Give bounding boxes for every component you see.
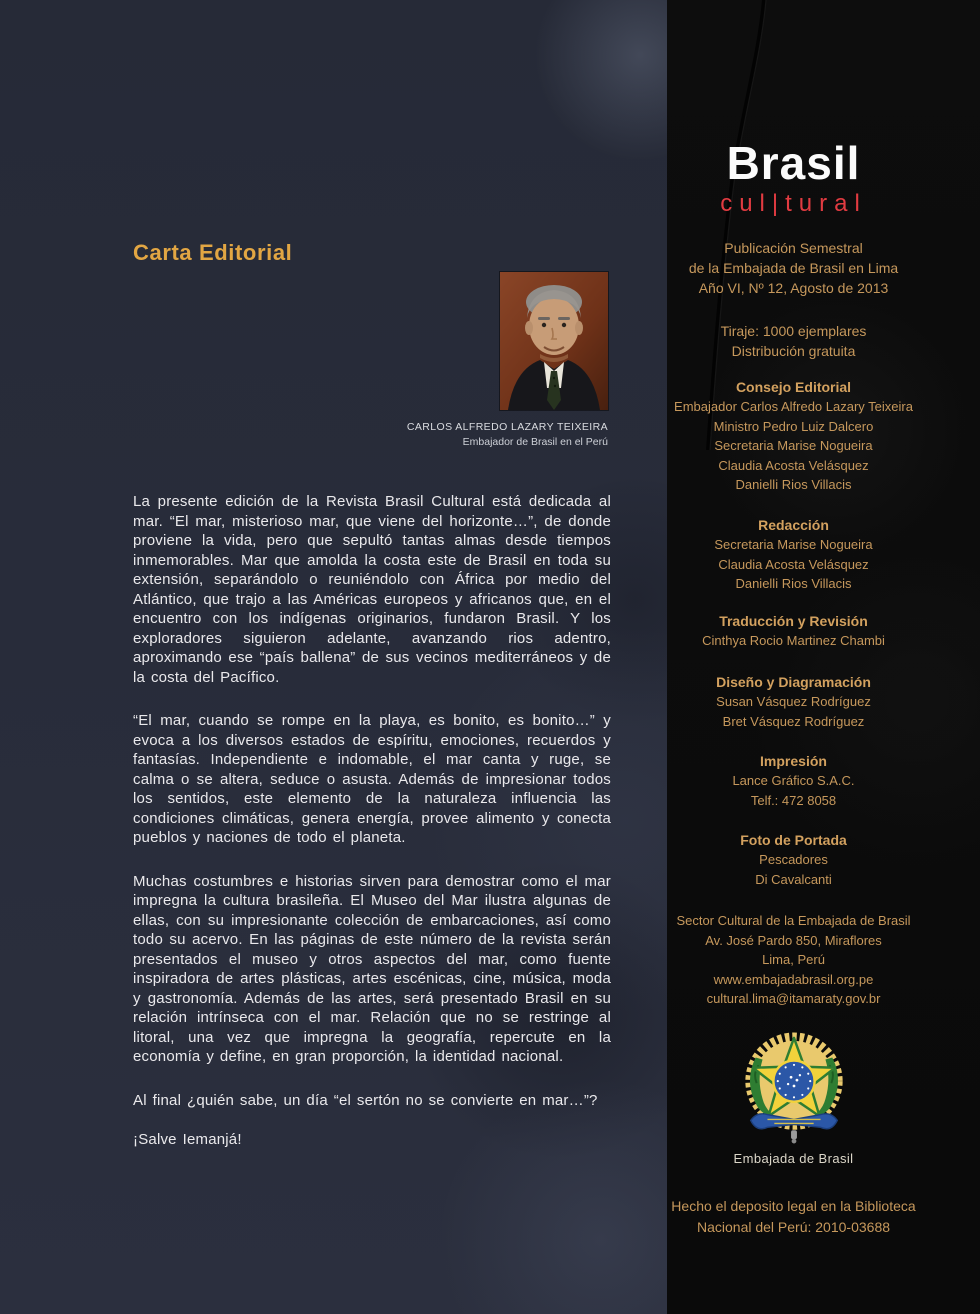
ambassador-name: CARLOS ALFREDO LAZARY TEIXEIRA [406,421,608,433]
legal-line: Hecho el deposito legal en la Biblioteca [671,1198,916,1214]
publication-line: Publicación Semestral [724,240,863,256]
contact-line: Av. José Pardo 850, Miraflores [705,932,882,948]
publication-line: de la Embajada de Brasil en Lima [688,260,899,276]
masthead-panel [667,0,980,1314]
credit-line: Cinthya Rocio Martinez Chambi [702,633,885,648]
publication-line: Año VI, Nº 12, Agosto de 2013 [698,280,889,296]
contact-line: Sector Cultural de la Embajada de Brasil [676,913,911,928]
embassy-label: Embajada de Brasil [733,1151,854,1166]
credit-line: Embajador Carlos Alfredo Lazary Teixeira [674,399,913,414]
section-impresion [667,751,920,810]
publication-info [667,238,920,298]
tiraje-info [667,321,920,361]
contact-block [667,911,920,1009]
paragraph-2: “El mar, cuando se rompe en la playa, es bonito, es bonito…” y evoca a los diversos estados de espíritu, emociones, recuerdos y fantasías. Independiente e indomable, el mar canta y ruge, se calma o se altera, seduce o asusta. Además de impresionar todos los sentidos, este elemento de la naturaleza influencia las condiciones climáticas, genera energía, provee alimento y conecta pueblos y naciones de todo el planeta. [133,712,611,846]
logo-cultural: cul|tural [720,190,867,217]
section-heading: Diseño y Diagramación [716,674,871,690]
credit-line: Danielli Rios Villacis [735,477,852,492]
contact-line: Lima, Perú [762,952,825,967]
credit-line: Claudia Acosta Velásquez [718,457,869,473]
section-foto-de-portada [667,830,920,889]
credit-line: Danielli Rios Villacis [735,576,852,591]
contact-website: www.embajadabrasil.org.pe [713,971,874,987]
paragraph-4: Al final ¿quién sabe, un día “el sertón no se convierte en mar…”? [133,1091,598,1109]
paragraph-5: ¡Salve Iemanjá! [133,1131,242,1148]
section-heading: Foto de Portada [740,832,847,848]
credit-line: Ministro Pedro Luiz Dalcero [713,418,874,434]
credit-line: Lance Gráfico S.A.C. [732,773,855,788]
legal-deposit [667,1196,920,1238]
credit-line: Bret Vásquez Rodríguez [722,713,865,729]
tiraje-line: Tiraje: 1000 ejemplares [720,323,867,339]
credit-line: Claudia Acosta Velásquez [718,556,869,572]
credit-line: Secretaria Marise Nogueira [714,438,873,453]
credit-line: Pescadores [759,852,828,867]
paragraph-1: La presente edición de la Revista Brasil Cultural está dedicada al mar. “El mar, misterioso mar, que viene del horizonte…”, de donde proviene la vida, pero que sepultó tantas almas desde tiempos inmemorables. Mar que amolda la costa este de Brasil en toda su extensión, separándolo o reuniéndolo con África por medio del Atlántico, que trajo a las Américas europeos y africanos que, en el encuentro con los indígenas originarios, fundaron Brasil. Y los exploradores siguieron adelante, avanzando rios adentro, aproximando ese “país ballena” de sus vecinos mediterráneos y de la costa del Pacífico. [133,493,611,686]
section-redaccion [667,515,920,594]
section-diseno [667,672,920,731]
credit-line: Telf.: 472 8058 [750,792,837,808]
section-heading: Redacción [758,517,829,533]
portrait-illustration [500,272,608,410]
contact-email: cultural.lima@itamaraty.gov.br [706,991,881,1006]
section-traduccion [667,611,920,651]
ambassador-role: Embajador de Brasil en el Perú [462,436,608,448]
section-heading: Impresión [760,753,827,769]
logo-brasil: Brasil [726,137,861,189]
ambassador-photo [500,272,608,410]
tiraje-line: Distribución gratuita [731,343,856,359]
credit-line: Susan Vásquez Rodríguez [716,694,871,709]
page-title: Carta Editorial [133,240,293,265]
photo-caption [133,421,608,448]
editorial-body [133,492,611,1170]
paragraph-3: Muchas costumbres e historias sirven para demostrar como el mar impregna la cultura brasileña. El Museo del Mar ilustra algunas de ellas, con su impresionante colección de embarcaciones, así como todo su acervo. En las páginas de este número de la revista serán presentados el museo y otros aspectos del mar, como fuente inspiradora de artes plásticas, artes escénicas, cine, música, moda y gastronomía. Además de las artes, será presentado Brasil en su relación intrínseca con el mar. Relación que no se restringe al litoral, una vez que impregna la geografía, repercute en la economía y define, en gran proporción, la identidad nacional. [133,872,611,1065]
section-heading: Consejo Editorial [735,379,852,395]
credit-line: Secretaria Marise Nogueira [714,537,873,552]
section-heading: Traducción y Revisión [719,613,868,629]
legal-line: Nacional del Perú: 2010-03688 [696,1219,891,1235]
section-consejo-editorial [667,377,920,495]
credit-line: Di Cavalcanti [755,871,832,887]
brazil-coat-of-arms [667,1032,920,1151]
